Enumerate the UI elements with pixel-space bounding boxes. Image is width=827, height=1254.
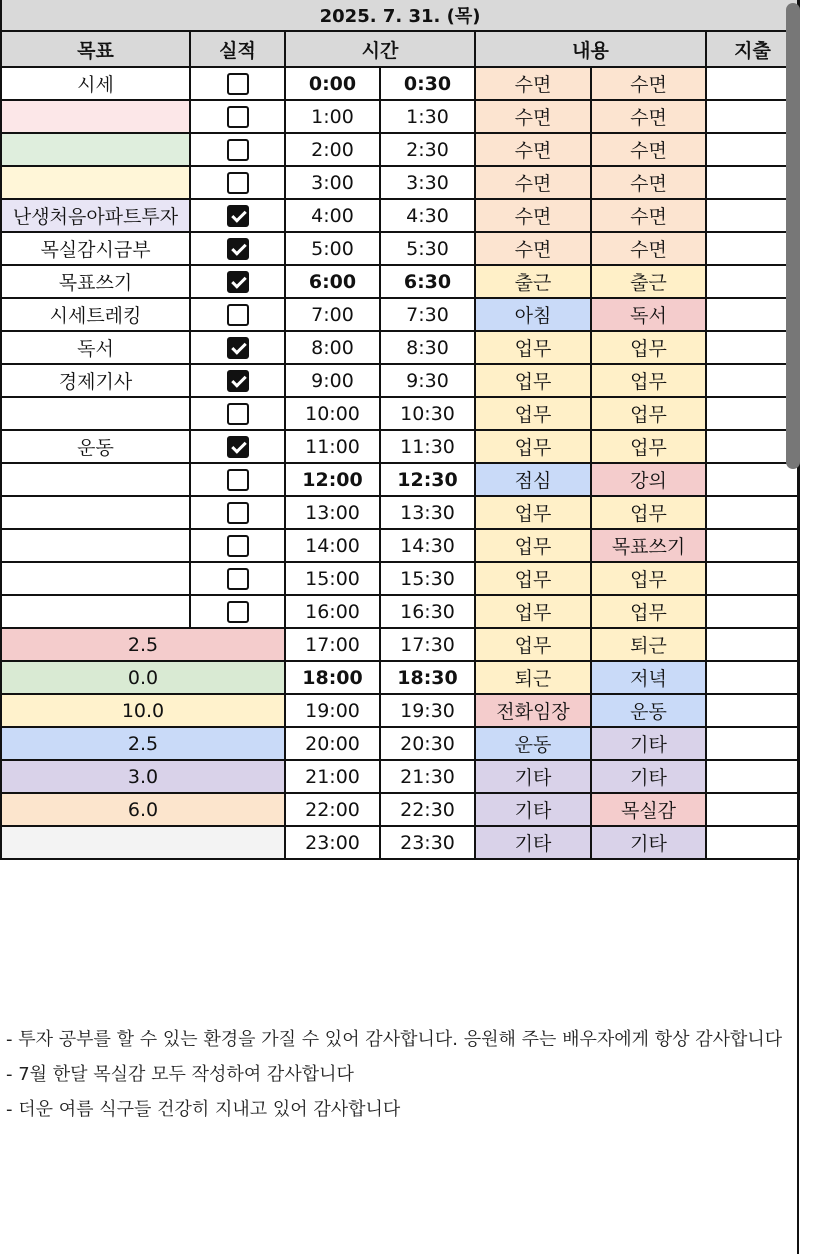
content-cell[interactable]: 수면: [475, 232, 591, 265]
end-time: 11:30: [380, 430, 475, 463]
goal-cell[interactable]: [1, 595, 190, 628]
goal-cell[interactable]: [1, 133, 190, 166]
end-time: 2:30: [380, 133, 475, 166]
expense-cell[interactable]: [706, 595, 799, 628]
content-cell[interactable]: 전화임장: [475, 694, 591, 727]
result-cell[interactable]: [190, 430, 285, 463]
content-cell[interactable]: 수면: [475, 100, 591, 133]
end-time: 15:30: [380, 562, 475, 595]
start-time: 0:00: [285, 67, 380, 100]
table-row: [1, 529, 799, 562]
content-cell[interactable]: 수면: [475, 133, 591, 166]
expense-cell[interactable]: [706, 628, 799, 661]
table-row: [1, 100, 799, 133]
expense-cell[interactable]: [706, 562, 799, 595]
gratitude-notes[interactable]: [6, 1022, 786, 1127]
content-cell[interactable]: 목표쓰기: [591, 529, 706, 562]
result-cell[interactable]: [190, 331, 285, 364]
end-time: 10:30: [380, 397, 475, 430]
goal-cell[interactable]: 독서: [1, 331, 190, 364]
end-time: 23:30: [380, 826, 475, 859]
header-content: 내용: [475, 31, 706, 67]
expense-cell[interactable]: [706, 661, 799, 694]
goal-cell[interactable]: 시세트레킹: [1, 298, 190, 331]
content-cell[interactable]: 업무: [591, 331, 706, 364]
summary-cell[interactable]: 0.0: [1, 661, 285, 694]
content-cell[interactable]: 운동: [475, 727, 591, 760]
table-row: [1, 298, 799, 331]
goal-cell[interactable]: 난생처음아파트투자: [1, 199, 190, 232]
start-time: 16:00: [285, 595, 380, 628]
start-time: 12:00: [285, 463, 380, 496]
content-cell[interactable]: 업무: [475, 529, 591, 562]
table-row: [1, 166, 799, 199]
content-cell[interactable]: 업무: [475, 331, 591, 364]
goal-cell[interactable]: [1, 529, 190, 562]
end-time: 12:30: [380, 463, 475, 496]
content-cell[interactable]: 업무: [591, 397, 706, 430]
start-time: 15:00: [285, 562, 380, 595]
start-time: 1:00: [285, 100, 380, 133]
goal-cell[interactable]: 목표쓰기: [1, 265, 190, 298]
checkbox[interactable]: [227, 502, 249, 524]
goal-cell[interactable]: 목실감시금부: [1, 232, 190, 265]
checkbox[interactable]: [227, 601, 249, 623]
table-row: [1, 661, 799, 694]
content-cell[interactable]: 강의: [591, 463, 706, 496]
content-cell[interactable]: 수면: [591, 133, 706, 166]
start-time: 21:00: [285, 760, 380, 793]
content-cell[interactable]: 업무: [591, 595, 706, 628]
checked-checkbox[interactable]: [227, 205, 249, 227]
table-row: [1, 760, 799, 793]
start-time: 4:00: [285, 199, 380, 232]
table-row: [1, 397, 799, 430]
end-time: 19:30: [380, 694, 475, 727]
header-expense: 지출: [706, 31, 799, 67]
checkbox[interactable]: [227, 172, 249, 194]
start-time: 14:00: [285, 529, 380, 562]
checked-checkbox[interactable]: [227, 370, 249, 392]
content-cell[interactable]: 출근: [475, 265, 591, 298]
content-cell[interactable]: 업무: [475, 364, 591, 397]
start-time: 19:00: [285, 694, 380, 727]
content-cell[interactable]: 기타: [475, 826, 591, 859]
start-time: 23:00: [285, 826, 380, 859]
start-time: 22:00: [285, 793, 380, 826]
end-time: 14:30: [380, 529, 475, 562]
summary-cell[interactable]: 2.5: [1, 727, 285, 760]
summary-cell[interactable]: 3.0: [1, 760, 285, 793]
content-cell[interactable]: 기타: [591, 727, 706, 760]
start-time: 3:00: [285, 166, 380, 199]
table-row: [1, 67, 799, 100]
content-cell[interactable]: 기타: [475, 760, 591, 793]
summary-cell[interactable]: 10.0: [1, 694, 285, 727]
start-time: 2:00: [285, 133, 380, 166]
checkbox[interactable]: [227, 73, 249, 95]
content-cell[interactable]: 점심: [475, 463, 591, 496]
content-cell[interactable]: 저녁: [591, 661, 706, 694]
expense-cell[interactable]: [706, 496, 799, 529]
content-cell[interactable]: 수면: [475, 67, 591, 100]
result-cell[interactable]: [190, 562, 285, 595]
start-time: 20:00: [285, 727, 380, 760]
content-cell[interactable]: 수면: [591, 199, 706, 232]
checkbox[interactable]: [227, 106, 249, 128]
result-cell[interactable]: [190, 397, 285, 430]
expense-cell[interactable]: [706, 727, 799, 760]
goal-cell[interactable]: 운동: [1, 430, 190, 463]
content-cell[interactable]: 업무: [475, 496, 591, 529]
goal-cell[interactable]: [1, 496, 190, 529]
header-time: 시간: [285, 31, 475, 67]
end-time: 4:30: [380, 199, 475, 232]
goal-cell[interactable]: 시세: [1, 67, 190, 100]
content-cell[interactable]: 수면: [591, 100, 706, 133]
content-cell[interactable]: 독서: [591, 298, 706, 331]
note-line: - 7월 한달 목실감 모두 작성하여 감사합니다: [6, 1064, 354, 1085]
table-row: [1, 727, 799, 760]
content-cell[interactable]: 수면: [591, 67, 706, 100]
expense-cell[interactable]: [706, 694, 799, 727]
content-cell[interactable]: 아침: [475, 298, 591, 331]
table-row: [1, 331, 799, 364]
start-time: 8:00: [285, 331, 380, 364]
content-cell[interactable]: 업무: [591, 562, 706, 595]
result-cell[interactable]: [190, 463, 285, 496]
table-row: [1, 562, 799, 595]
content-cell[interactable]: 기타: [591, 826, 706, 859]
content-cell[interactable]: 기타: [475, 793, 591, 826]
result-cell[interactable]: [190, 265, 285, 298]
end-time: 7:30: [380, 298, 475, 331]
goal-cell[interactable]: [1, 463, 190, 496]
expense-cell[interactable]: [706, 793, 799, 826]
result-cell[interactable]: [190, 100, 285, 133]
end-time: 6:30: [380, 265, 475, 298]
start-time: 5:00: [285, 232, 380, 265]
goal-cell[interactable]: 경제기사: [1, 364, 190, 397]
result-cell[interactable]: [190, 595, 285, 628]
content-cell[interactable]: 업무: [475, 562, 591, 595]
end-time: 8:30: [380, 331, 475, 364]
note-line: - 더운 여름 식구들 건강히 지내고 있어 감사합니다: [6, 1099, 401, 1120]
goal-cell[interactable]: [1, 100, 190, 133]
table-row: [1, 265, 799, 298]
start-time: 11:00: [285, 430, 380, 463]
date-header: 2025. 7. 31. (목): [1, 0, 799, 31]
note-line: - 투자 공부를 할 수 있는 환경을 가질 수 있어 감사합니다. 응원해 주는 배우자에게 항상 감사합니다: [6, 1029, 783, 1050]
expense-cell[interactable]: [706, 826, 799, 859]
result-cell[interactable]: [190, 298, 285, 331]
table-row: [1, 232, 799, 265]
table-row: [1, 364, 799, 397]
checked-checkbox[interactable]: [227, 271, 249, 293]
result-cell[interactable]: [190, 232, 285, 265]
start-time: 18:00: [285, 661, 380, 694]
result-cell[interactable]: [190, 166, 285, 199]
checkbox[interactable]: [227, 139, 249, 161]
table-row: [1, 133, 799, 166]
end-time: 0:30: [380, 67, 475, 100]
content-cell[interactable]: 퇴근: [475, 661, 591, 694]
end-time: 3:30: [380, 166, 475, 199]
summary-cell[interactable]: 6.0: [1, 793, 285, 826]
end-time: 22:30: [380, 793, 475, 826]
expense-cell[interactable]: [706, 529, 799, 562]
result-cell[interactable]: [190, 529, 285, 562]
start-time: 9:00: [285, 364, 380, 397]
checkbox[interactable]: [227, 535, 249, 557]
start-time: 17:00: [285, 628, 380, 661]
table-row: [1, 496, 799, 529]
expense-cell[interactable]: [706, 760, 799, 793]
result-cell[interactable]: [190, 199, 285, 232]
content-cell[interactable]: 기타: [591, 760, 706, 793]
end-time: 5:30: [380, 232, 475, 265]
content-cell[interactable]: 목실감: [591, 793, 706, 826]
end-time: 21:30: [380, 760, 475, 793]
result-cell[interactable]: [190, 496, 285, 529]
summary-cell[interactable]: [1, 826, 285, 859]
table-row: [1, 430, 799, 463]
summary-cell[interactable]: 2.5: [1, 628, 285, 661]
content-cell[interactable]: 수면: [591, 232, 706, 265]
content-cell[interactable]: 수면: [591, 166, 706, 199]
content-cell[interactable]: 수면: [475, 166, 591, 199]
header-result: 실적: [190, 31, 285, 67]
content-cell[interactable]: 업무: [475, 628, 591, 661]
header-goal: 목표: [1, 31, 190, 67]
table-row: [1, 826, 799, 859]
result-cell[interactable]: [190, 133, 285, 166]
table-row: [1, 628, 799, 661]
goal-cell[interactable]: [1, 562, 190, 595]
content-cell[interactable]: 업무: [475, 397, 591, 430]
goal-cell[interactable]: [1, 166, 190, 199]
expense-cell[interactable]: [706, 463, 799, 496]
content-cell[interactable]: 업무: [475, 595, 591, 628]
content-cell[interactable]: 업무: [475, 430, 591, 463]
result-cell[interactable]: [190, 67, 285, 100]
start-time: 6:00: [285, 265, 380, 298]
content-cell[interactable]: 퇴근: [591, 628, 706, 661]
end-time: 13:30: [380, 496, 475, 529]
table-row: [1, 199, 799, 232]
end-time: 16:30: [380, 595, 475, 628]
checkbox[interactable]: [227, 469, 249, 491]
goal-cell[interactable]: [1, 397, 190, 430]
checked-checkbox[interactable]: [227, 337, 249, 359]
end-time: 1:30: [380, 100, 475, 133]
checked-checkbox[interactable]: [227, 436, 249, 458]
content-cell[interactable]: 수면: [475, 199, 591, 232]
result-cell[interactable]: [190, 364, 285, 397]
end-time: 20:30: [380, 727, 475, 760]
table-row: [1, 463, 799, 496]
start-time: 7:00: [285, 298, 380, 331]
content-cell[interactable]: 출근: [591, 265, 706, 298]
end-time: 9:30: [380, 364, 475, 397]
content-cell[interactable]: 업무: [591, 496, 706, 529]
checked-checkbox[interactable]: [227, 238, 249, 260]
table-row: [1, 595, 799, 628]
checkbox[interactable]: [227, 403, 249, 425]
content-cell[interactable]: 운동: [591, 694, 706, 727]
table-row: [1, 694, 799, 727]
scrollbar[interactable]: [786, 3, 800, 469]
table-row: [1, 793, 799, 826]
start-time: 13:00: [285, 496, 380, 529]
content-cell[interactable]: 업무: [591, 430, 706, 463]
end-time: 17:30: [380, 628, 475, 661]
end-time: 18:30: [380, 661, 475, 694]
checkbox[interactable]: [227, 304, 249, 326]
checkbox[interactable]: [227, 568, 249, 590]
content-cell[interactable]: 업무: [591, 364, 706, 397]
start-time: 10:00: [285, 397, 380, 430]
